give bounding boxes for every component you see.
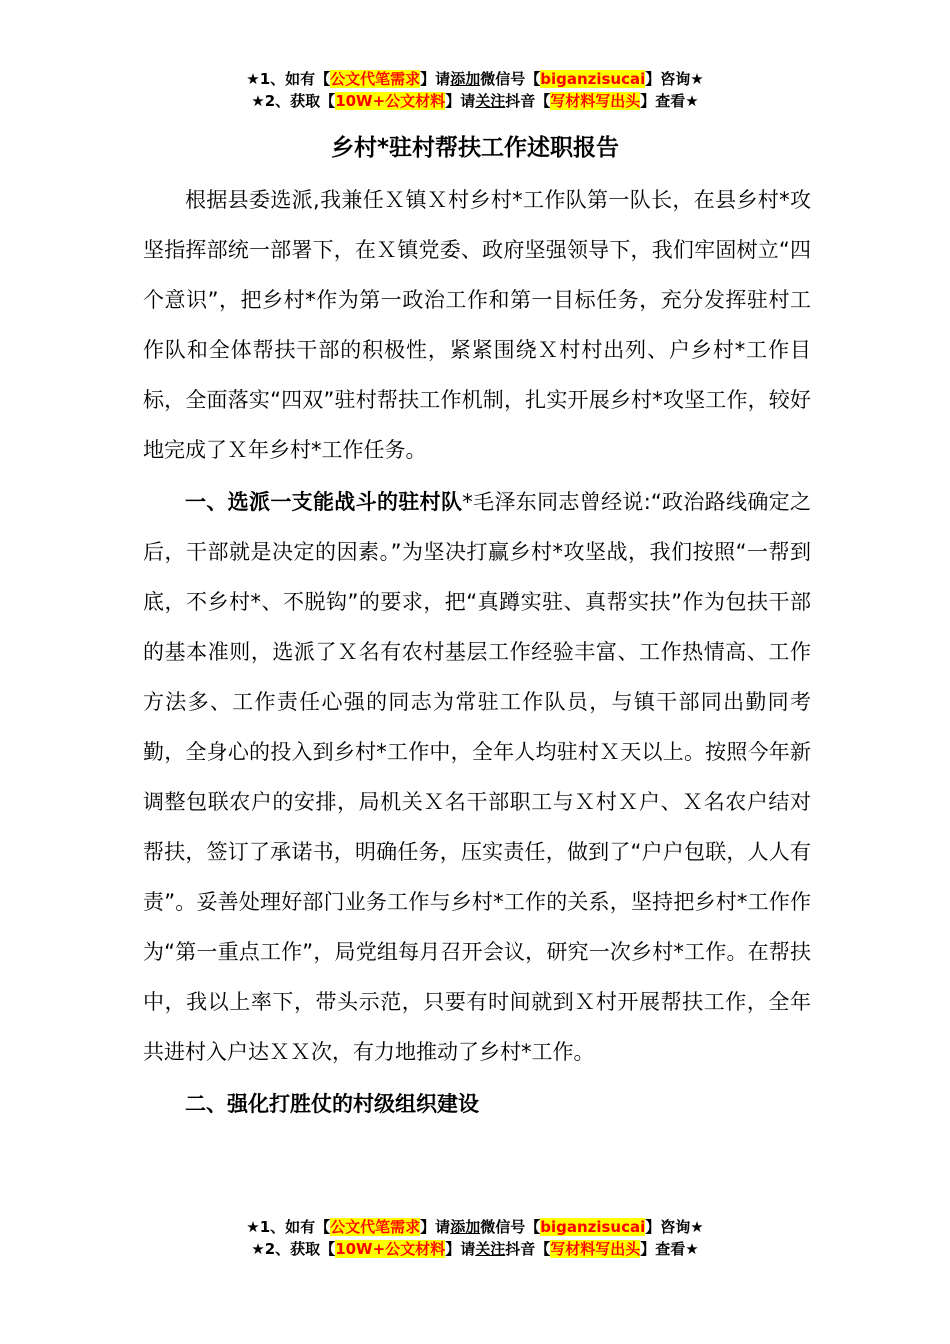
promo-banner-bottom [0, 1216, 950, 1260]
section-1-paragraph [143, 477, 811, 1077]
highlight-wechat-id: biganzisucai [540, 70, 646, 88]
intro-paragraph: 根据县委选派,我兼任Ｘ镇Ｘ村乡村*工作队第一队长，在县乡村*攻坚指挥部统一部署下，在Ｘ镇党委、政府坚强领导下，我们牢固树立“四个意识”，把乡村*作为第一政治工作和第一目标任务，充分发挥驻村工作队和全体帮扶干部的积极性，紧紧围绕Ｘ村村出列、户乡村*工作目标，全面落实“四双”驻村帮扶工作机制，扎实开展乡村*攻坚工作，较好地完成了Ｘ年乡村*工作任务。 [143, 188, 811, 462]
document-body [143, 175, 811, 1129]
highlight-materials: 10W+公文材料 [335, 92, 446, 110]
section-1-heading: 一、选派一支能战斗的驻村队 [185, 490, 463, 514]
promo-line-1: ★1、如有【公文代笔需求】请添加微信号【biganzisucai】咨询★ [246, 70, 704, 88]
section-2-heading: 二、强化打胜仗的村级组织建设 [185, 1092, 479, 1116]
promo-line-2: ★2、获取【10W+公文材料】请关注抖音【写材料写出头】查看★ [251, 92, 699, 110]
highlight-ghostwriting: 公文代笔需求 [330, 70, 421, 88]
section-1-text: *毛泽东同志曾经说:“政治路线确定之后，干部就是决定的因素。”为坚决打赢乡村*攻坚战，我们按照“一帮到底，不乡村*、不脱钩”的要求，把“真蹲实驻、真帮实扶”作为包扶干部的基本准则，选派了Ｘ名有农村基层工作经验丰富、工作热情高、工作方法多、工作责任心强的同志为常驻工作队员，与镇干部同出勤同考勤，全身心的投入到乡村*工作中，全年人均驻村Ｘ天以上。按照今年新调整包联农户的安排，局机关Ｘ名干部职工与Ｘ村Ｘ户、Ｘ名农户结对帮扶，签订了承诺书，明确任务，压实责任，做到了“户户包联，人人有责”。妥善处理好部门业务工作与乡村*工作的关系，坚持把乡村*工作作为“第一重点工作”，局党组每月召开会议，研究一次乡村*工作。在帮扶中，我以上率下，带头示范，只要有时间就到Ｘ村开展帮扶工作，全年共进村入户达ＸＸ次，有力地推动了乡村*工作。 [143, 490, 811, 1064]
highlight-douyin-account: 写材料写出头 [550, 92, 641, 110]
promo-line-1: ★1、如有【公文代笔需求】请添加微信号【biganzisucai】咨询★ [246, 1218, 704, 1236]
promo-line-2: ★2、获取【10W+公文材料】请关注抖音【写材料写出头】查看★ [251, 1240, 699, 1258]
promo-banner-top [0, 68, 950, 112]
document-title: 乡村*驻村帮扶工作述职报告 [330, 135, 620, 161]
